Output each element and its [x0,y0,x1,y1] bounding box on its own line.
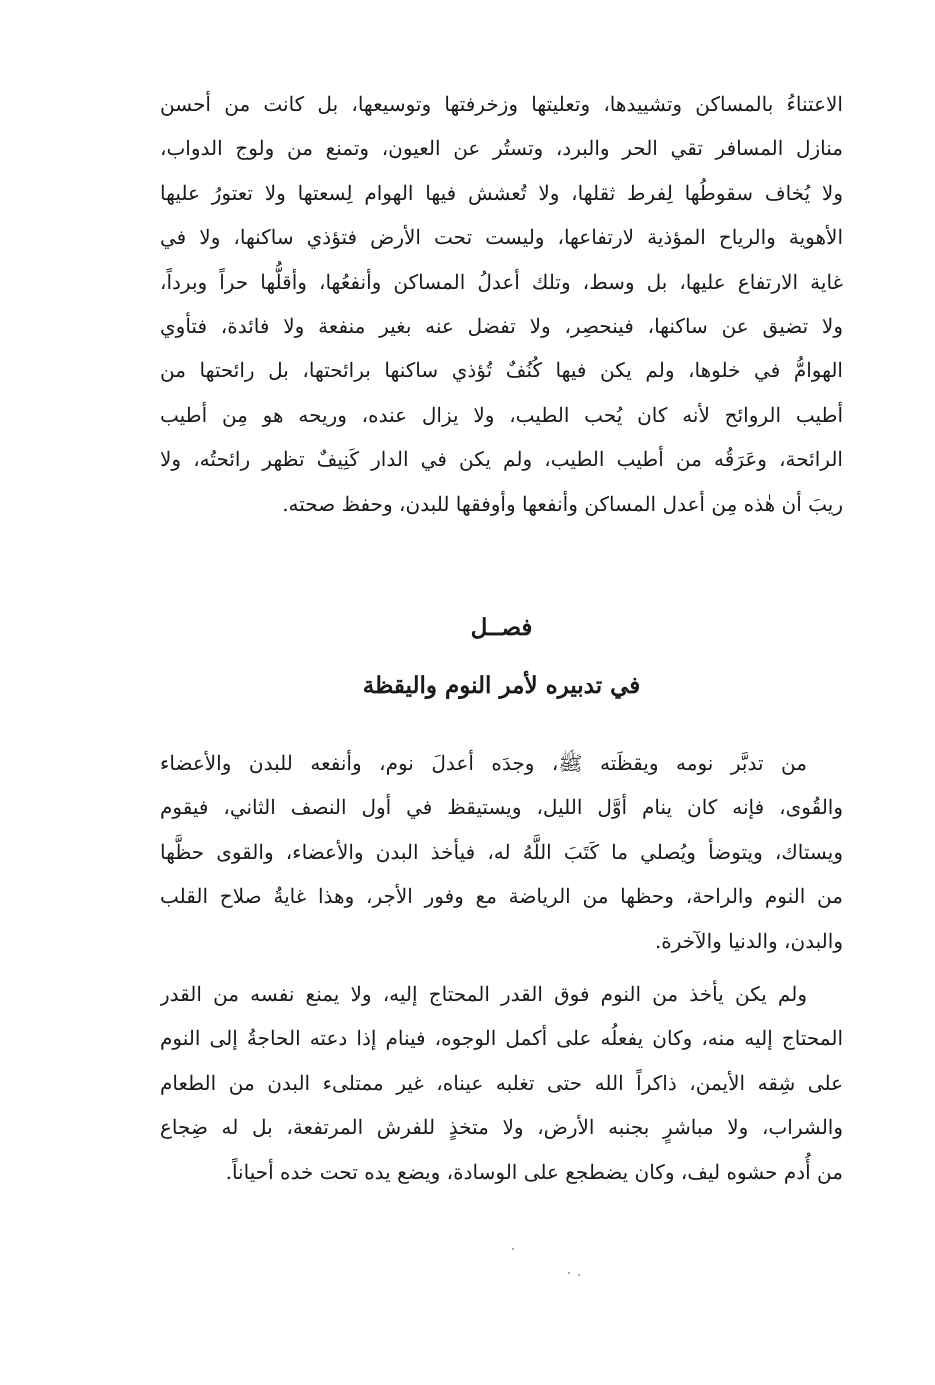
text-line: والقُوى، فإنه كان ينام أوَّل الليل، ويستيقظ في أول النصف الثاني، فيقوم [160,795,843,820]
text-line: منازل المسافر تقي الحر والبرد، وتستُر عن العيون، وتمنع من ولوج الدواب، [160,136,843,161]
text-line: أطيب الروائح لأنه كان يُحب الطيب، ولا يزال عنده، وريحه هو مِن أطيب [160,402,843,427]
text-line: الأهوية والرياح المؤذية لارتفاعها، وليست تحت الأرض فتؤذي ساكنها، ولا في [160,225,843,250]
text-line: غاية الارتفاع عليها، بل وسط، وتلك أعدلُ المساكن وأنفعُها، وأقلُّها حراً وبرداً، [160,269,843,294]
scan-speck [568,1272,570,1274]
paragraph-sleep-wake [160,741,843,963]
text-line: من تدبَّر نومه ويقظَته ﷺ، وجدَه أعدلَ نوم، وأنفعه للبدن والأعضاء [160,751,807,775]
text-line: من النوم والراحة، وحظها من الرياضة مع وفور الأجر، وهذا غايةُ صلاح القلب [160,884,843,909]
text-line: الاعتناءُ بالمساكن وتشييدها، وتعليتها وزخرفتها وتوسيعها، بل كانت من أحسن [160,92,843,116]
text-line: على شِقه الأيمن، ذاكراً الله حتى تغلبه عيناه، غير ممتلىء البدن من الطعام [160,1070,843,1095]
section-title: في تدبيره لأمر النوم واليقظة [362,672,641,699]
text-line: ريبَ أن هٰذه مِن أعدل المساكن وأنفعها وأوفقها للبدن، وحفظ صحته. [282,491,843,516]
text-line: والشراب، ولا مباشرٍ بجنبه الأرض، ولا متخذٍ للفرش المرتفعة، بل له ضِجاع [160,1115,843,1140]
text-line: من أُدم حشوه ليف، وكان يضطجع على الوسادة، ويضع يده تحت خده أحياناً. [225,1159,843,1184]
text-line: المحتاج إليه منه، وكان يفعلُه على أكمل الوجوه، فينام إذا دعته الحاجةُ إلى النوم [160,1026,843,1051]
text-line: ويستاك، ويتوضأ ويُصلي ما كَتَبَ اللَّهُ له، فيأخذ البدن والأعضاء، والقوى حظَّها [160,839,843,864]
text-line: الرائحة، وعَرَقُه من أطيب الطيب، ولم يكن في الدار كَنِيفٌ تظهر رائحتُه، ولا [160,447,843,472]
paragraph-dwellings [160,82,843,526]
text-line: ولا يُخاف سقوطُها لِفرط ثقلها، ولا تُعشش فيها الهوام لِسعتها ولا تعتورُ عليها [160,180,843,205]
scan-speck [512,1248,514,1250]
paragraph-sleep-manner [160,972,843,1194]
section-label: فصــل [470,614,533,641]
text-line: ولا تضيق عن ساكنها، فينحصِر، ولا تفضل عنه بغير منفعة ولا فائدة، فتأوي [160,313,843,338]
scan-speck [578,1274,580,1276]
text-line: والبدن، والدنيا والآخرة. [654,928,843,953]
text-line: ولم يكن يأخذ من النوم فوق القدر المحتاج إليه، ولا يمنع نفسه من القدر [160,982,807,1006]
text-line: الهوامُّ في خلوها، ولم يكن فيها كُنُفٌ تُؤذي ساكنها برائحتها، بل رائحتها من [160,358,843,383]
